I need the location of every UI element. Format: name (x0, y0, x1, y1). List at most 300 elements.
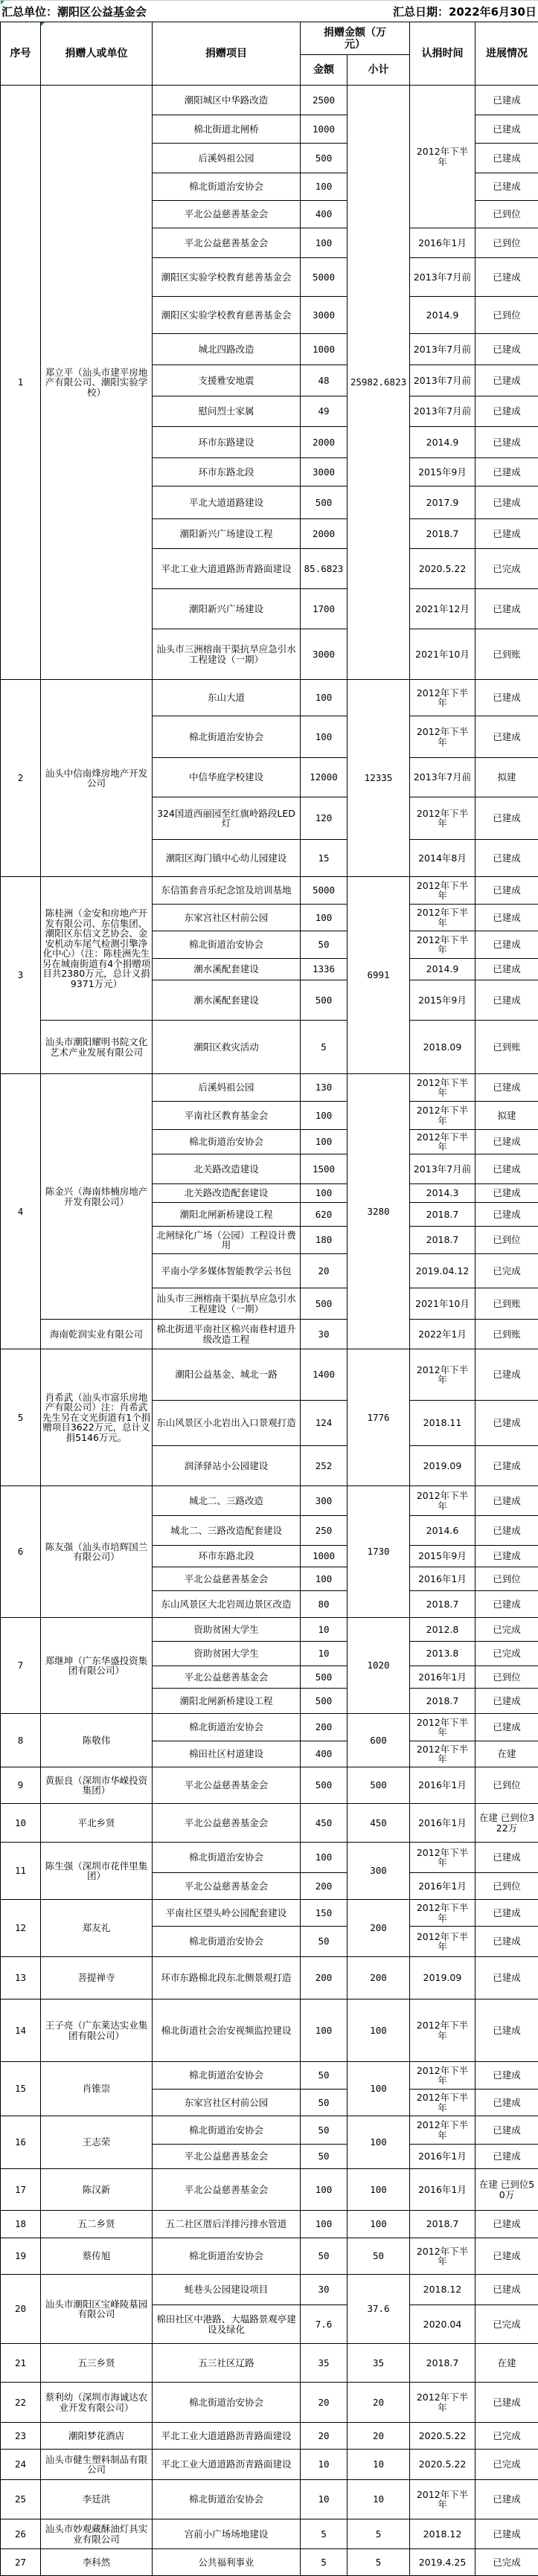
col-header-project[interactable]: 捐赠项目 (153, 22, 301, 86)
amount-cell[interactable]: 620 (301, 1203, 348, 1227)
amount-cell[interactable]: 3000 (301, 297, 348, 334)
amount-cell[interactable]: 200 (301, 1873, 348, 1900)
status-cell[interactable]: 已建成 (475, 1203, 538, 1227)
status-cell[interactable]: 已完成 (475, 1642, 538, 1666)
pledge-time-cell[interactable]: 2020.5.22 (410, 2450, 475, 2480)
status-cell[interactable]: 已建成 (475, 144, 538, 173)
status-cell[interactable]: 已建成 (475, 519, 538, 549)
pledge-time-cell[interactable]: 2016年1月 (410, 1567, 475, 1591)
project-cell[interactable]: 棉北街道治安协会 (153, 173, 301, 201)
status-cell[interactable]: 已建成 (475, 1714, 538, 1741)
amount-cell[interactable]: 5 (301, 2519, 348, 2549)
project-cell[interactable]: 东家宫社区村前公园 (153, 2090, 301, 2116)
amount-cell[interactable]: 50 (301, 2116, 348, 2145)
project-cell[interactable]: 潮阳城区中华路改造 (153, 86, 301, 115)
status-cell[interactable]: 已建成 (475, 1486, 538, 1516)
project-cell[interactable]: 潮阳公益基金、城北一路 (153, 1349, 301, 1401)
pledge-time-cell[interactable]: 2012年下半年 (410, 1349, 475, 1401)
pledge-time-cell[interactable]: 2012年下半年 (410, 2238, 475, 2275)
status-cell[interactable]: 已建成 (475, 1184, 538, 1203)
pledge-time-cell[interactable]: 2014.9 (410, 959, 475, 980)
project-cell[interactable]: 棉北街道治安协会 (153, 2383, 301, 2423)
pledge-time-cell[interactable]: 2012年下半年 (410, 2383, 475, 2423)
amount-cell[interactable]: 130 (301, 1074, 348, 1102)
project-cell[interactable]: 平北公益慈善基金会 (153, 1873, 301, 1900)
status-cell[interactable]: 已完成 (475, 2549, 538, 2576)
project-cell[interactable]: 棉田社区村道建设 (153, 1741, 301, 1767)
amount-cell[interactable]: 50 (301, 2090, 348, 2116)
status-cell[interactable]: 已建成 (475, 1957, 538, 2000)
pledge-time-cell[interactable]: 2012年下半年 (410, 680, 475, 716)
seq-cell[interactable]: 13 (1, 1957, 41, 2000)
pledge-time-cell[interactable]: 2016年1月 (410, 1767, 475, 1804)
seq-cell[interactable]: 25 (1, 2480, 41, 2519)
subtotal-cell[interactable]: 600 (348, 1714, 410, 1767)
pledge-time-cell[interactable]: 2012年下半年 (410, 1714, 475, 1741)
donor-cell[interactable]: 汕头市妙观藏酥油灯具实业有限公司 (41, 2519, 153, 2549)
pledge-time-cell[interactable]: 2018.11 (410, 1401, 475, 1446)
status-cell[interactable]: 已建成 (475, 877, 538, 905)
status-cell[interactable]: 已建成 (475, 2000, 538, 2062)
project-cell[interactable]: 东山大道 (153, 680, 301, 716)
status-cell[interactable]: 已建成 (475, 115, 538, 144)
pledge-time-cell[interactable]: 2018.12 (410, 2519, 475, 2549)
pledge-time-cell[interactable]: 2014年8月 (410, 840, 475, 877)
subtotal-cell[interactable]: 100 (348, 2116, 410, 2169)
status-cell[interactable]: 已到账 (475, 1320, 538, 1349)
amount-cell[interactable]: 100 (301, 1184, 348, 1203)
status-cell[interactable]: 已建成 (475, 396, 538, 427)
subtotal-cell[interactable]: 200 (348, 1900, 410, 1957)
pledge-time-cell[interactable]: 2013.8 (410, 1642, 475, 1666)
donor-cell[interactable]: 李科然 (41, 2549, 153, 2576)
amount-cell[interactable]: 10 (301, 1642, 348, 1666)
pledge-time-cell[interactable]: 2012年下半年 (410, 931, 475, 959)
pledge-time-cell[interactable]: 2012年下半年 (410, 1102, 475, 1130)
pledge-time-cell[interactable]: 2018.7 (410, 519, 475, 549)
pledge-time-cell[interactable]: 2013年7月前 (410, 258, 475, 297)
col-header-amount-group[interactable]: 捐赠金额（万元） (301, 22, 410, 55)
status-cell[interactable]: 已建成 (475, 458, 538, 486)
pledge-time-cell[interactable]: 2013年7月前 (410, 758, 475, 797)
pledge-time-cell[interactable]: 2021年10月 (410, 629, 475, 680)
pledge-time-cell[interactable]: 2021年12月 (410, 589, 475, 629)
amount-cell[interactable]: 200 (301, 1957, 348, 2000)
amount-cell[interactable]: 49 (301, 396, 348, 427)
status-cell[interactable]: 已建成 (475, 2211, 538, 2238)
project-cell[interactable]: 东家宫社区村前公园 (153, 905, 301, 931)
project-cell[interactable]: 棉北街道治安协会 (153, 2238, 301, 2275)
status-cell[interactable]: 已建成 (475, 2116, 538, 2145)
project-cell[interactable]: 五三社区辽路 (153, 2344, 301, 2383)
donor-cell[interactable]: 五二乡贤 (41, 2211, 153, 2238)
pledge-time-cell[interactable]: 2018.7 (410, 1203, 475, 1227)
pledge-time-cell[interactable]: 2014.9 (410, 297, 475, 334)
amount-cell[interactable]: 400 (301, 1741, 348, 1767)
pledge-time-cell[interactable]: 2016年1月 (410, 1666, 475, 1689)
amount-cell[interactable]: 50 (301, 2238, 348, 2275)
donor-cell[interactable]: 汕头中信南烽房地产开发公司 (41, 680, 153, 877)
seq-cell[interactable]: 6 (1, 1486, 41, 1618)
project-cell[interactable]: 棉北街道治安协会 (153, 716, 301, 758)
project-cell[interactable]: 环市东路建设 (153, 427, 301, 458)
status-cell[interactable]: 已建成 (475, 86, 538, 115)
amount-cell[interactable]: 30 (301, 2275, 348, 2305)
status-cell[interactable]: 已建成 (475, 173, 538, 201)
status-cell[interactable]: 已建成 (475, 2383, 538, 2423)
project-cell[interactable]: 潮阳新兴广场建设工程 (153, 519, 301, 549)
project-cell[interactable]: 平北公益慈善基金会 (153, 2145, 301, 2169)
seq-cell[interactable]: 27 (1, 2549, 41, 2576)
project-cell[interactable]: 东山风景区小北岩出入口景观打造 (153, 1401, 301, 1446)
donor-cell[interactable]: 菩提禅寺 (41, 1957, 153, 2000)
amount-cell[interactable]: 450 (301, 1804, 348, 1843)
project-cell[interactable]: 平北公益慈善基金会 (153, 1666, 301, 1689)
project-cell[interactable]: 城北二、三路改造 (153, 1486, 301, 1516)
pledge-time-cell[interactable]: 2012年下半年 (410, 2480, 475, 2519)
seq-cell[interactable]: 21 (1, 2344, 41, 2383)
project-cell[interactable]: 棉北街道治安协会 (153, 1927, 301, 1957)
seq-cell[interactable]: 3 (1, 877, 41, 1074)
col-header-pledge-time[interactable]: 认捐时间 (410, 22, 475, 86)
amount-cell[interactable]: 15 (301, 840, 348, 877)
donor-cell[interactable]: 郑继坤（广东华盛投资集团有限公司） (41, 1618, 153, 1714)
project-cell[interactable]: 宫前小广场场地建设 (153, 2519, 301, 2549)
pledge-time-cell[interactable]: 2012年下半年 (410, 1900, 475, 1927)
status-cell[interactable]: 已建成 (475, 1349, 538, 1401)
seq-cell[interactable]: 23 (1, 2423, 41, 2450)
project-cell[interactable]: 棉北街道治安协会 (153, 1843, 301, 1873)
pledge-time-cell[interactable]: 2012年下半年 (410, 2000, 475, 2062)
subtotal-cell[interactable]: 100 (348, 2169, 410, 2211)
status-cell[interactable]: 已建成 (475, 1927, 538, 1957)
amount-cell[interactable]: 10 (301, 1618, 348, 1642)
seq-cell[interactable]: 11 (1, 1843, 41, 1900)
project-cell[interactable]: 汕头市三洲榕南干渠抗旱应急引水工程建设（一期） (153, 629, 301, 680)
amount-cell[interactable]: 100 (301, 1102, 348, 1130)
seq-cell[interactable]: 1 (1, 86, 41, 680)
project-cell[interactable]: 棉北街道北闸桥 (153, 115, 301, 144)
pledge-time-cell[interactable]: 2016年1月 (410, 2169, 475, 2211)
pledge-time-cell[interactable]: 2012年下半年 (410, 877, 475, 905)
amount-cell[interactable]: 3000 (301, 458, 348, 486)
status-cell[interactable]: 已建成 (475, 1516, 538, 1546)
amount-cell[interactable]: 2500 (301, 86, 348, 115)
status-cell[interactable]: 已建成 (475, 2090, 538, 2116)
pledge-time-cell[interactable]: 2012年下半年 (410, 1486, 475, 1516)
donor-cell[interactable]: 汕头市潮阳区宝峰陵墓园有限公司 (41, 2275, 153, 2344)
status-cell[interactable]: 已建成 (475, 1689, 538, 1714)
project-cell[interactable]: 蚝巷头公园建设项目 (153, 2275, 301, 2305)
donor-cell[interactable]: 陈生强（深圳市花伴里集团） (41, 1843, 153, 1900)
amount-cell[interactable]: 50 (301, 2145, 348, 2169)
project-cell[interactable]: 平北工业大道道路沥青路面建设 (153, 2423, 301, 2450)
status-cell[interactable]: 已到账 (475, 1288, 538, 1320)
amount-cell[interactable]: 10 (301, 2480, 348, 2519)
seq-cell[interactable]: 18 (1, 2211, 41, 2238)
amount-cell[interactable]: 100 (301, 1843, 348, 1873)
amount-cell[interactable]: 100 (301, 173, 348, 201)
pledge-time-cell[interactable]: 2012年下半年 (410, 905, 475, 931)
amount-cell[interactable]: 252 (301, 1446, 348, 1486)
pledge-time-cell[interactable]: 2020.04 (410, 2305, 475, 2344)
amount-cell[interactable]: 250 (301, 1516, 348, 1546)
status-cell[interactable]: 在建 (475, 1741, 538, 1767)
project-cell[interactable]: 五二社区厝后洋排污排水管道 (153, 2211, 301, 2238)
amount-cell[interactable]: 1700 (301, 589, 348, 629)
amount-cell[interactable]: 85.6823 (301, 549, 348, 589)
col-header-subtotal[interactable]: 小计 (348, 55, 410, 86)
project-cell[interactable]: 润泽驿站小公园建设 (153, 1446, 301, 1486)
status-cell[interactable]: 拟建 (475, 1102, 538, 1130)
status-cell[interactable]: 已到位 (475, 297, 538, 334)
status-cell[interactable]: 已建成 (475, 486, 538, 519)
pledge-time-cell[interactable]: 2015年9月 (410, 1546, 475, 1567)
subtotal-cell[interactable]: 300 (348, 1843, 410, 1900)
status-cell[interactable]: 已建成 (475, 980, 538, 1021)
seq-cell[interactable]: 2 (1, 680, 41, 877)
project-cell[interactable]: 环市东路北段 (153, 458, 301, 486)
amount-cell[interactable]: 1000 (301, 334, 348, 365)
project-cell[interactable]: 棉北街道平南社区棉兴南巷村道升级改造工程 (153, 1320, 301, 1349)
pledge-time-cell[interactable]: 2012年下半年 (410, 2116, 475, 2145)
donor-cell[interactable]: 王子亮（广东莱达实业集团有限公司） (41, 2000, 153, 2062)
pledge-time-cell[interactable]: 2013年7月前 (410, 334, 475, 365)
donor-cell[interactable]: 陈金兴（海南炜楠房地产开发有限公司） (41, 1074, 153, 1320)
amount-cell[interactable]: 2000 (301, 519, 348, 549)
project-cell[interactable]: 棉北街道治安协会 (153, 1714, 301, 1741)
status-cell[interactable]: 已建成 (475, 931, 538, 959)
status-cell[interactable]: 已到位 (475, 201, 538, 228)
pledge-time-cell[interactable]: 2018.7 (410, 1227, 475, 1254)
pledge-time-cell[interactable]: 2020.5.22 (410, 2423, 475, 2450)
amount-cell[interactable]: 500 (301, 144, 348, 173)
pledge-time-cell[interactable]: 2014.6 (410, 1516, 475, 1546)
subtotal-cell[interactable]: 5 (348, 2519, 410, 2549)
amount-cell[interactable]: 7.6 (301, 2305, 348, 2344)
project-cell[interactable]: 平北公益慈善基金会 (153, 201, 301, 228)
amount-cell[interactable]: 50 (301, 2062, 348, 2090)
col-header-amount[interactable]: 金额 (301, 55, 348, 86)
pledge-time-cell[interactable]: 2015年9月 (410, 458, 475, 486)
status-cell[interactable]: 已建成 (475, 2275, 538, 2305)
pledge-time-cell[interactable]: 2019.04.12 (410, 1254, 475, 1288)
pledge-time-cell[interactable]: 2021年10月 (410, 1288, 475, 1320)
subtotal-cell[interactable]: 35 (348, 2344, 410, 2383)
project-cell[interactable]: 潮阳区实验学校教育慈善基金会 (153, 258, 301, 297)
pledge-time-cell[interactable]: 2019.09 (410, 1446, 475, 1486)
project-cell[interactable]: 潮阳区实验学校教育慈善基金会 (153, 297, 301, 334)
project-cell[interactable]: 潮水溪配套建设 (153, 959, 301, 980)
amount-cell[interactable]: 2000 (301, 427, 348, 458)
project-cell[interactable]: 资助贫困大学生 (153, 1618, 301, 1642)
status-cell[interactable]: 已建成 (475, 1446, 538, 1486)
project-cell[interactable]: 棉北街道治安协会 (153, 1130, 301, 1154)
status-cell[interactable]: 已完成 (475, 1618, 538, 1642)
project-cell[interactable]: 平北公益慈善基金会 (153, 1804, 301, 1843)
subtotal-cell[interactable]: 100 (348, 2000, 410, 2062)
project-cell[interactable]: 平北工业大道道路沥青路面建设 (153, 2450, 301, 2480)
amount-cell[interactable]: 500 (301, 1288, 348, 1320)
status-cell[interactable]: 已到位 (475, 228, 538, 258)
subtotal-cell[interactable]: 50 (348, 2238, 410, 2275)
project-cell[interactable]: 棉北街道治安协会 (153, 2062, 301, 2090)
donor-cell[interactable]: 汕头市健生塑料制品有限公司 (41, 2450, 153, 2480)
status-cell[interactable]: 已建成 (475, 1401, 538, 1446)
subtotal-cell[interactable]: 20 (348, 2383, 410, 2423)
amount-cell[interactable]: 1336 (301, 959, 348, 980)
pledge-time-cell[interactable]: 2012年下半年 (410, 86, 475, 228)
donor-cell[interactable]: 肖锥崇 (41, 2062, 153, 2116)
status-cell[interactable]: 已建成 (475, 2519, 538, 2549)
status-cell[interactable]: 已完成 (475, 549, 538, 589)
pledge-time-cell[interactable]: 2012年下半年 (410, 1074, 475, 1102)
status-cell[interactable]: 已到位 (475, 1567, 538, 1591)
amount-cell[interactable]: 50 (301, 931, 348, 959)
amount-cell[interactable]: 300 (301, 1486, 348, 1516)
donor-cell[interactable]: 李廷洪 (41, 2480, 153, 2519)
donor-cell[interactable]: 平北乡贤 (41, 1804, 153, 1843)
status-cell[interactable]: 已建成 (475, 959, 538, 980)
col-header-donor[interactable]: 捐赠人或单位 (41, 22, 153, 86)
amount-cell[interactable]: 50 (301, 1927, 348, 1957)
subtotal-cell[interactable]: 20 (348, 2423, 410, 2450)
amount-cell[interactable]: 100 (301, 716, 348, 758)
status-cell[interactable]: 在建 已到位322万 (475, 1804, 538, 1843)
pledge-time-cell[interactable]: 2017.9 (410, 486, 475, 519)
status-cell[interactable]: 已建成 (475, 427, 538, 458)
donor-cell[interactable]: 肖希武（汕头市富乐房地产有限公司）注：肖希武先生另在文光街道有1个捐赠项目3622万元，总计义捐5146万元。 (41, 1349, 153, 1486)
pledge-time-cell[interactable]: 2013年7月前 (410, 365, 475, 396)
donor-cell[interactable]: 陈汉新 (41, 2169, 153, 2211)
pledge-time-cell[interactable]: 2012年下半年 (410, 2090, 475, 2116)
status-cell[interactable]: 在建 已到位50万 (475, 2169, 538, 2211)
pledge-time-cell[interactable]: 2018.7 (410, 1591, 475, 1618)
subtotal-cell[interactable]: 6991 (348, 877, 410, 1074)
status-cell[interactable]: 在建 (475, 2344, 538, 2383)
project-cell[interactable]: 潮水溪配套建设 (153, 980, 301, 1021)
amount-cell[interactable]: 20 (301, 2423, 348, 2450)
subtotal-cell[interactable]: 500 (348, 1767, 410, 1804)
subtotal-cell[interactable]: 10 (348, 2450, 410, 2480)
status-cell[interactable]: 已建成 (475, 1154, 538, 1184)
donor-cell[interactable]: 蔡利幼（深圳市海诚达农业开发有限公司） (41, 2383, 153, 2423)
amount-cell[interactable]: 3000 (301, 629, 348, 680)
pledge-time-cell[interactable]: 2014.3 (410, 1184, 475, 1203)
seq-cell[interactable]: 9 (1, 1767, 41, 1804)
seq-cell[interactable]: 7 (1, 1618, 41, 1714)
subtotal-cell[interactable]: 450 (348, 1804, 410, 1843)
project-cell[interactable]: 平北公益慈善基金会 (153, 1567, 301, 1591)
status-cell[interactable]: 已完成 (475, 1254, 538, 1288)
pledge-time-cell[interactable]: 2018.09 (410, 1021, 475, 1074)
amount-cell[interactable]: 500 (301, 1689, 348, 1714)
amount-cell[interactable]: 12000 (301, 758, 348, 797)
amount-cell[interactable]: 500 (301, 1666, 348, 1689)
pledge-time-cell[interactable]: 2012年下半年 (410, 797, 475, 840)
project-cell[interactable]: 资助贫困大学生 (153, 1642, 301, 1666)
amount-cell[interactable]: 100 (301, 2169, 348, 2211)
status-cell[interactable]: 已建成 (475, 1074, 538, 1102)
amount-cell[interactable]: 100 (301, 2000, 348, 2062)
pledge-time-cell[interactable]: 2012年下半年 (410, 1741, 475, 1767)
seq-cell[interactable]: 24 (1, 2450, 41, 2480)
amount-cell[interactable]: 100 (301, 2211, 348, 2238)
status-cell[interactable]: 已建成 (475, 258, 538, 297)
seq-cell[interactable]: 20 (1, 2275, 41, 2344)
donor-cell[interactable]: 五三乡贤 (41, 2344, 153, 2383)
status-cell[interactable]: 已建成 (475, 2480, 538, 2519)
pledge-time-cell[interactable]: 2012.8 (410, 1618, 475, 1642)
status-cell[interactable]: 已建成 (475, 2238, 538, 2275)
status-cell[interactable]: 已建成 (475, 905, 538, 931)
status-cell[interactable]: 已建成 (475, 2062, 538, 2090)
seq-cell[interactable]: 26 (1, 2519, 41, 2549)
amount-cell[interactable]: 20 (301, 1254, 348, 1288)
donor-cell[interactable]: 陈敬伟 (41, 1714, 153, 1767)
project-cell[interactable]: 后溪妈祖公园 (153, 144, 301, 173)
seq-cell[interactable]: 19 (1, 2238, 41, 2275)
subtotal-cell[interactable]: 200 (348, 1957, 410, 2000)
pledge-time-cell[interactable]: 2012年下半年 (410, 716, 475, 758)
status-cell[interactable]: 已建成 (475, 840, 538, 877)
amount-cell[interactable]: 400 (301, 201, 348, 228)
project-cell[interactable]: 平北工业大道道路沥青路面建设 (153, 549, 301, 589)
status-cell[interactable]: 已建成 (475, 2145, 538, 2169)
amount-cell[interactable]: 1400 (301, 1349, 348, 1401)
pledge-time-cell[interactable]: 2012年下半年 (410, 1130, 475, 1154)
status-cell[interactable]: 拟建 (475, 758, 538, 797)
project-cell[interactable]: 棉北街道治安协会 (153, 931, 301, 959)
amount-cell[interactable]: 35 (301, 2344, 348, 2383)
amount-cell[interactable]: 30 (301, 1320, 348, 1349)
amount-cell[interactable]: 1000 (301, 1546, 348, 1567)
pledge-time-cell[interactable]: 2019.09 (410, 1957, 475, 2000)
project-cell[interactable]: 平北公益慈善基金会 (153, 1767, 301, 1804)
project-cell[interactable]: 平南小学多媒体智能教学云书包 (153, 1254, 301, 1288)
pledge-time-cell[interactable]: 2018.7 (410, 1689, 475, 1714)
project-cell[interactable]: 平南社区望头岭公园配套建设 (153, 1900, 301, 1927)
seq-cell[interactable]: 5 (1, 1349, 41, 1486)
donor-cell[interactable]: 海南乾润实业有限公司 (41, 1320, 153, 1349)
amount-cell[interactable]: 200 (301, 1714, 348, 1741)
project-cell[interactable]: 平北公益慈善基金会 (153, 2169, 301, 2211)
seq-cell[interactable]: 12 (1, 1900, 41, 1957)
seq-cell[interactable]: 17 (1, 2169, 41, 2211)
seq-cell[interactable]: 15 (1, 2062, 41, 2116)
donor-cell[interactable]: 王志荣 (41, 2116, 153, 2169)
pledge-time-cell[interactable]: 2012年下半年 (410, 1843, 475, 1873)
pledge-time-cell[interactable]: 2013年7月前 (410, 396, 475, 427)
project-cell[interactable]: 棉田社区中港路、大塭路景观亭建设及绿化 (153, 2305, 301, 2344)
pledge-time-cell[interactable]: 2018.7 (410, 2344, 475, 2383)
project-cell[interactable]: 城北二、三路改造配套建设 (153, 1516, 301, 1546)
subtotal-cell[interactable]: 12335 (348, 680, 410, 877)
status-cell[interactable]: 已建成 (475, 680, 538, 716)
subtotal-cell[interactable]: 25982.6823 (348, 86, 410, 680)
project-cell[interactable]: 棉北街道治安协会 (153, 2480, 301, 2519)
project-cell[interactable]: 北关路改造配套建设 (153, 1184, 301, 1203)
status-cell[interactable]: 已到位 (475, 1767, 538, 1804)
status-cell[interactable]: 已建成 (475, 1130, 538, 1154)
project-cell[interactable]: 棉北街道治安协会 (153, 2116, 301, 2145)
amount-cell[interactable]: 500 (301, 980, 348, 1021)
amount-cell[interactable]: 100 (301, 228, 348, 258)
col-header-seq[interactable]: 序号 (1, 22, 41, 86)
status-cell[interactable]: 已完成 (475, 2423, 538, 2450)
amount-cell[interactable]: 150 (301, 1900, 348, 1927)
project-cell[interactable]: 环市东路棉北段东北侧景观打造 (153, 1957, 301, 2000)
